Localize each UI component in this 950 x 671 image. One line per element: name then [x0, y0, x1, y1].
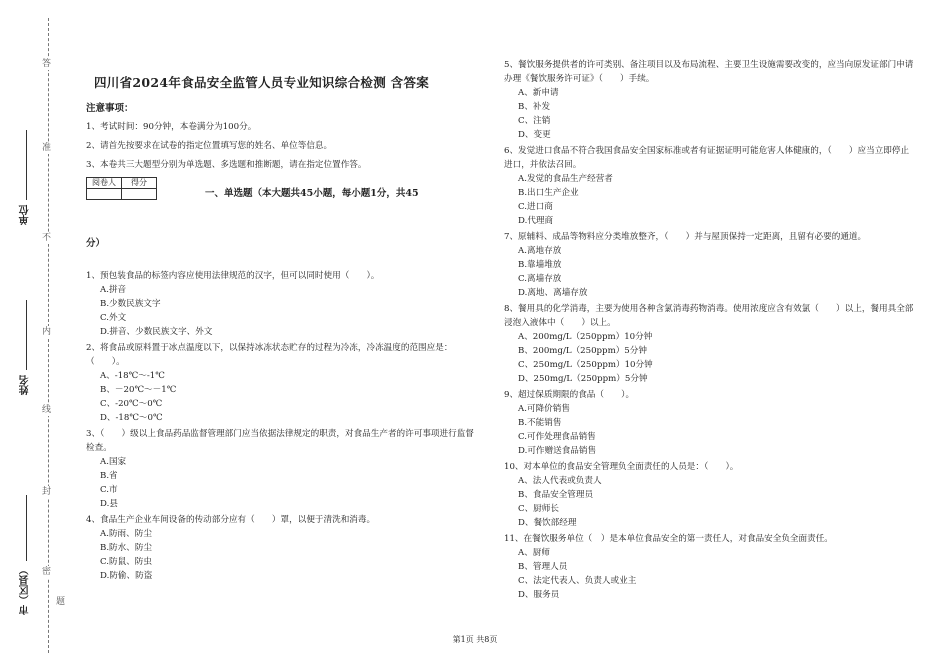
answer-option[interactable]: D.可作赠送食品销售	[518, 446, 597, 456]
score-header-grader: 阅卷人	[87, 178, 122, 189]
answer-option[interactable]: D、服务员	[518, 590, 560, 600]
answer-option[interactable]: C.防鼠、防虫	[100, 557, 152, 567]
answer-option[interactable]: D、变更	[518, 130, 551, 140]
question-stem: 9、超过保质期限的食品（ ）。	[504, 390, 635, 400]
answer-option[interactable]: B.防水、防尘	[100, 543, 153, 553]
question-item	[504, 532, 914, 602]
question-stem: 7、原辅料、成品等物料应分类堆放整齐，（ ）并与屋顶保持一定距离，且留有必要的通道。	[504, 232, 867, 242]
question-stem: 5、餐饮服务提供者的许可类别、备注项目以及布局流程、主要卫生设施需要改变的，应当向原发证部门申请办理《餐饮服务许可证》（ ）手续。	[504, 60, 914, 84]
answer-option[interactable]: B.省	[100, 471, 118, 481]
answer-option[interactable]: A、厨师	[518, 548, 550, 558]
question-item	[86, 427, 476, 511]
unit-field-line[interactable]	[26, 130, 27, 200]
question-stem: 4、食品生产企业车间设备的传动部分应有（ ）罩，以便于清洗和消毒。	[86, 515, 376, 525]
question-item	[86, 269, 476, 339]
page-title: 四川省2024年食品安全监管人员专业知识综合检测 含答案	[94, 75, 430, 90]
field-label-unit: 单位	[20, 205, 31, 225]
answer-option[interactable]: A、新申请	[518, 88, 559, 98]
page-footer: 第1页 共8页	[452, 635, 498, 644]
question-stem: 1、预包装食品的标签内容应使用法律规范的汉字，但可以同时使用（ ）。	[86, 271, 380, 281]
answer-option[interactable]: A.可降价销售	[518, 404, 570, 414]
question-item	[504, 302, 914, 386]
answer-option[interactable]: D.县	[100, 499, 118, 509]
note-line: 3、本卷共三大题型分别为单选题、多选题和推断题，请在指定位置作答。	[86, 160, 367, 170]
answer-option[interactable]: C.外文	[100, 313, 127, 323]
question-list	[504, 58, 914, 602]
question-item	[86, 513, 476, 583]
score-header-score: 得分	[122, 178, 157, 189]
answer-option[interactable]: C、厨师长	[518, 504, 559, 514]
answer-option[interactable]: A.发觉的食品生产经营者	[518, 174, 613, 184]
answer-option[interactable]: A.防雨、防尘	[100, 529, 152, 539]
field-label-name: 姓名	[20, 375, 31, 395]
answer-option[interactable]: D.代理商	[518, 216, 554, 226]
answer-option[interactable]: B.少数民族文字	[100, 299, 161, 309]
answer-option[interactable]: B、补发	[518, 102, 551, 112]
question-stem: 11、在餐饮服务单位（ ）是本单位食品安全的第一责任人，对食品安全负全面责任。	[504, 534, 833, 544]
answer-option[interactable]: C.市	[100, 485, 118, 495]
answer-option[interactable]: B、200mg/L（250ppm）5分钟	[518, 346, 647, 356]
question-stem: 2、将食品或原料置于冰点温度以下，以保持冰冻状态贮存的过程为冷冻，冷冻温度的范围应是：（ ）。	[86, 343, 453, 367]
question-item	[504, 460, 914, 530]
question-stem: 10、对本单位的食品安全管理负全面责任的人员是：（ ）。	[504, 462, 739, 472]
binding-char: 题	[56, 597, 66, 607]
notes-heading: 注意事项：	[86, 103, 134, 114]
binding-char: 密	[42, 567, 52, 577]
binding-char: 答	[42, 59, 52, 69]
answer-option[interactable]: C、注销	[518, 116, 551, 126]
answer-option[interactable]: D.离地、离墙存放	[518, 288, 588, 298]
answer-option[interactable]: D、-18℃～0℃	[100, 413, 163, 423]
score-cell-grader[interactable]	[87, 189, 122, 200]
answer-option[interactable]: A.国家	[100, 457, 127, 467]
binding-char: 不	[42, 233, 52, 243]
answer-option[interactable]: C.进口商	[518, 202, 553, 212]
answer-option[interactable]: C、法定代表人、负责人或业主	[518, 576, 637, 586]
right-column	[504, 56, 914, 602]
section-title: 一、单选题（本大题共45小题，每小题1分，共45	[205, 188, 419, 199]
question-list	[86, 269, 476, 583]
binding-char: 准	[42, 143, 52, 153]
answer-option[interactable]: B、－20℃～－1℃	[100, 385, 177, 395]
answer-option[interactable]: B.出口生产企业	[518, 188, 579, 198]
question-stem: 6、发觉进口食品不符合我国食品安全国家标准或者有证据证明可能危害人体健康的，（ ）应当立即停止进口，并依法召回。	[504, 146, 910, 170]
question-item	[504, 230, 914, 300]
binding-margin	[0, 0, 70, 671]
answer-option[interactable]: D.防偷、防盗	[100, 571, 153, 581]
answer-option[interactable]: A、200mg/L（250ppm）10分钟	[518, 332, 653, 342]
answer-option[interactable]: D、餐饮部经理	[518, 518, 577, 528]
score-table	[86, 177, 157, 200]
question-item	[504, 58, 914, 142]
question-stem: 8、餐用具的化学消毒，主要为使用各种含氯消毒药物消毒。使用浓度应含有效氯（ ）以上，餐用具全部浸泡入液体中（ ）以上。	[504, 304, 914, 328]
answer-option[interactable]: B、管理人员	[518, 562, 568, 572]
answer-option[interactable]: B.不能销售	[518, 418, 562, 428]
answer-option[interactable]: C、250mg/L（250ppm）10分钟	[518, 360, 653, 370]
binding-char: 封	[42, 487, 52, 497]
name-field-line[interactable]	[26, 300, 27, 370]
left-column	[86, 70, 476, 583]
answer-option[interactable]: D、250mg/L（250ppm）5分钟	[518, 374, 648, 384]
note-line: 1、考试时间：90分钟，本卷满分为100分。	[86, 122, 257, 132]
field-label-city: 市（区县）	[20, 565, 31, 615]
score-row	[86, 177, 476, 201]
answer-option[interactable]: A、-18℃～-1℃	[100, 371, 165, 381]
binding-char: 线	[42, 405, 52, 415]
answer-option[interactable]: C.可作处理食品销售	[518, 432, 596, 442]
question-item	[504, 144, 914, 228]
question-item	[504, 388, 914, 458]
answer-option[interactable]: A.离地存放	[518, 246, 562, 256]
question-item	[86, 341, 476, 425]
answer-option[interactable]: A.拼音	[100, 285, 127, 295]
answer-option[interactable]: D.拼音、少数民族文字、外文	[100, 327, 213, 337]
question-stem: 3、（ ）级以上食品药品监督管理部门应当依据法律规定的职责，对食品生产者的许可事项进行监督检查。	[86, 429, 474, 453]
answer-option[interactable]: B.靠墙堆放	[518, 260, 562, 270]
score-cell-score[interactable]	[122, 189, 157, 200]
city-field-line[interactable]	[26, 495, 27, 561]
answer-option[interactable]: C、-20℃～0℃	[100, 399, 163, 409]
answer-option[interactable]: C.离墙存放	[518, 274, 562, 284]
binding-char: 内	[42, 327, 52, 337]
section-title-tail: 分）	[86, 238, 106, 249]
note-line: 2、请首先按要求在试卷的指定位置填写您的姓名、单位等信息。	[86, 141, 333, 151]
answer-option[interactable]: B、食品安全管理员	[518, 490, 594, 500]
answer-option[interactable]: A、法人代表或负责人	[518, 476, 602, 486]
